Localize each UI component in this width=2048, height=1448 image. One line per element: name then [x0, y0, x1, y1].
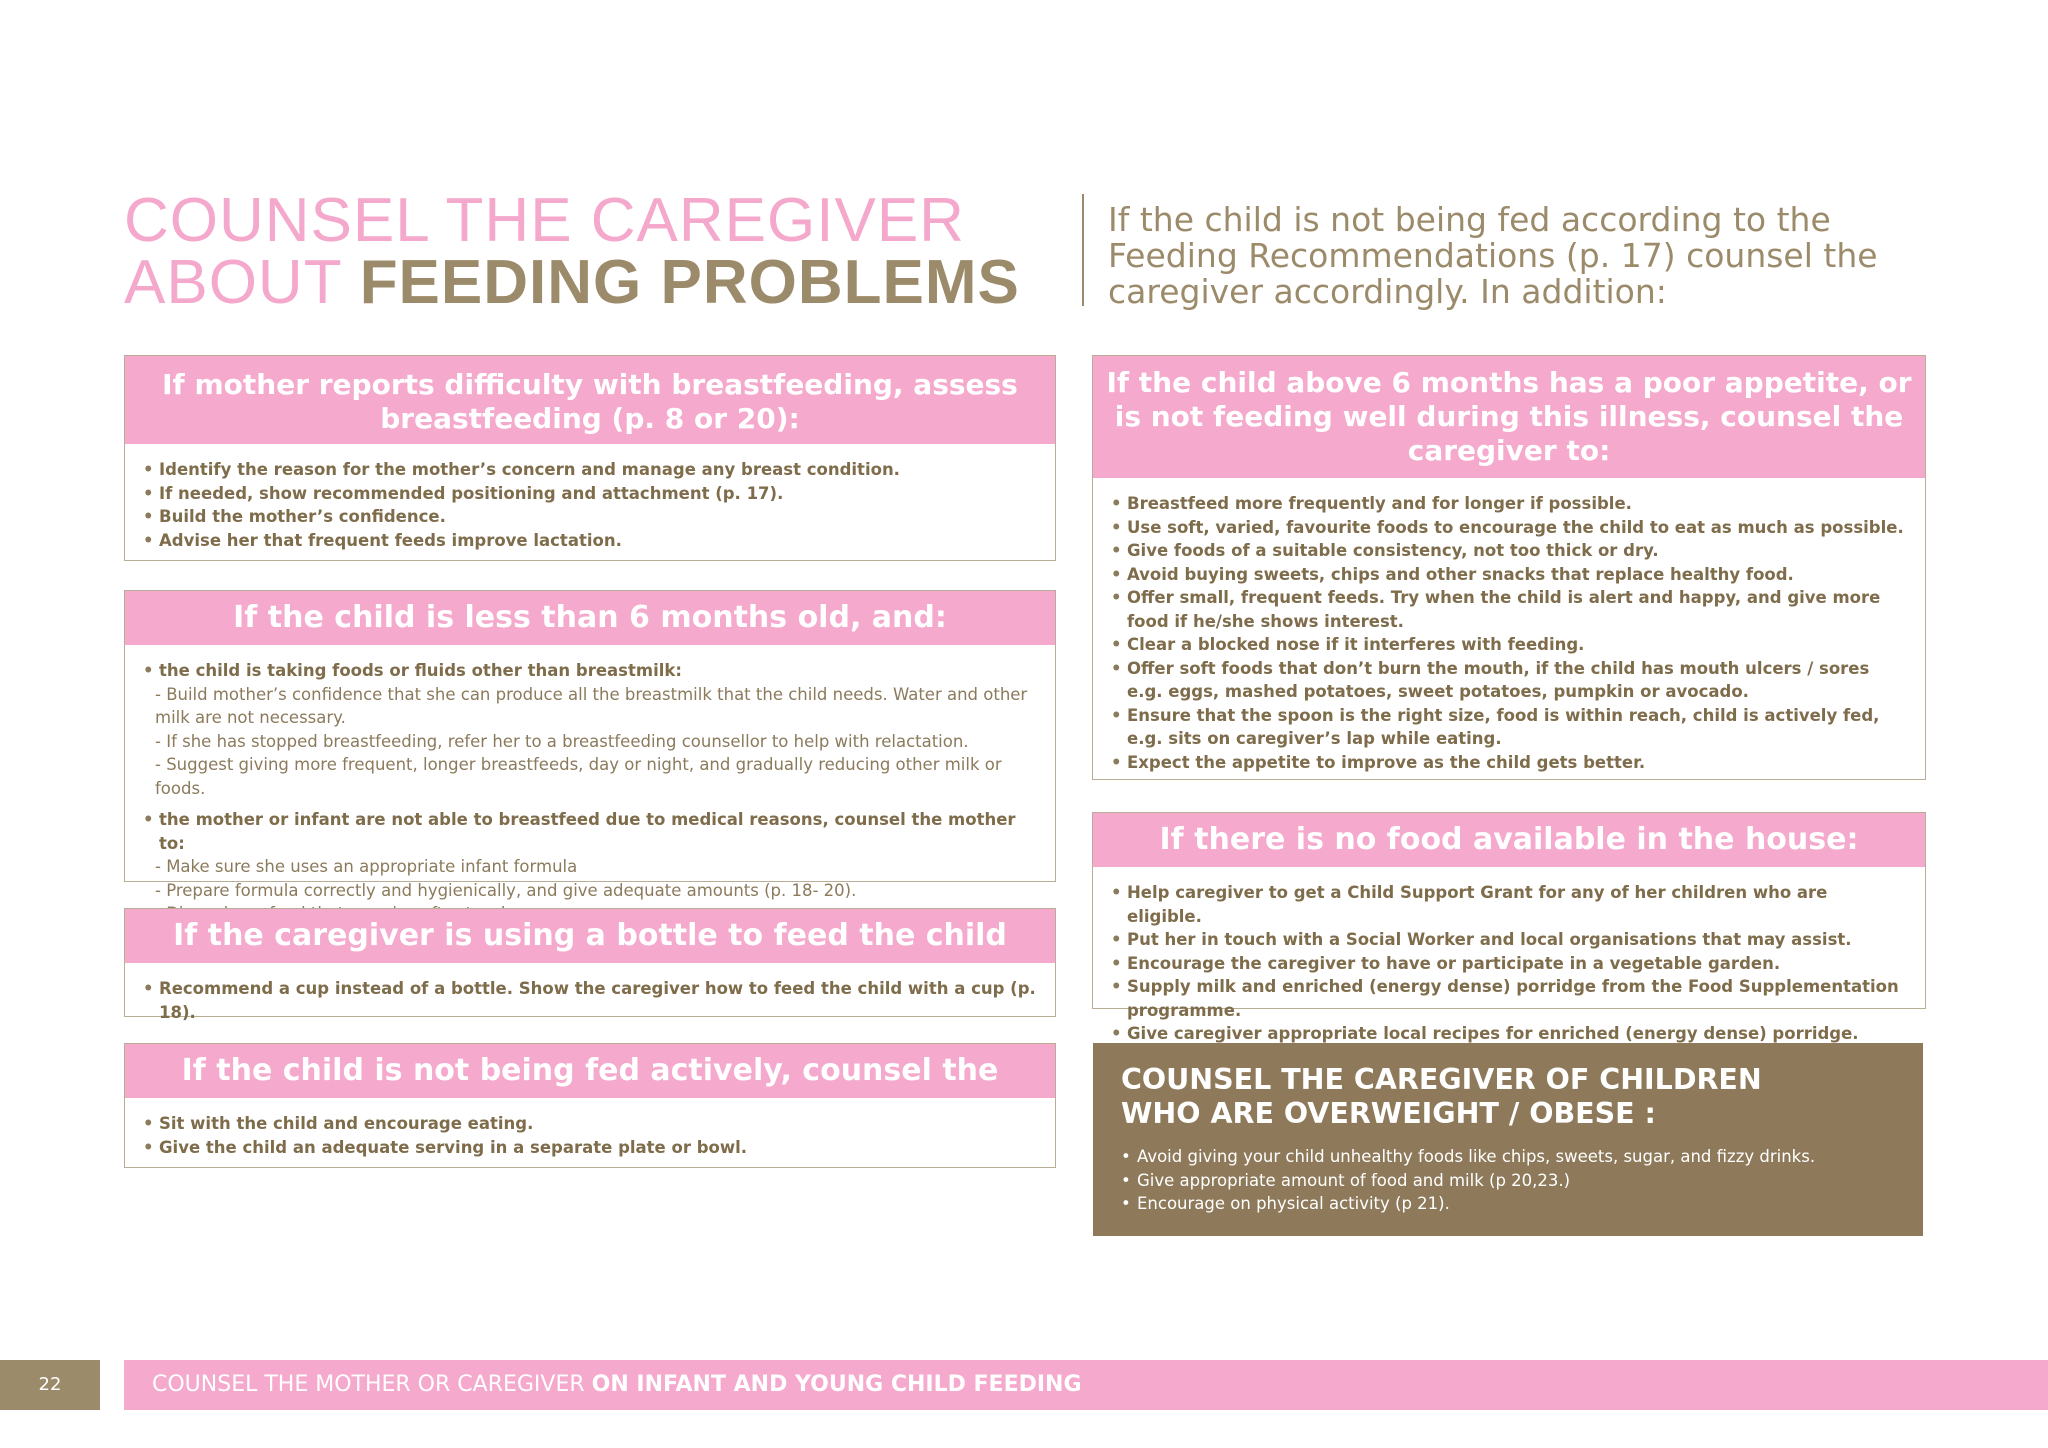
list-item: • Offer small, frequent feeds. Try when the child is alert and happy, and give more food if he/she shows interest. — [1111, 586, 1907, 633]
list-item: • If needed, show recommended positioning and attachment (p. 17). — [143, 482, 1037, 506]
breastfeeding-difficulty-box — [124, 355, 1056, 561]
list-item: • Help caregiver to get a Child Support Grant for any of her children who are eligible. — [1111, 881, 1907, 928]
breastfeeding-difficulty-header: If mother reports difficulty with breastfeeding, assess breastfeeding (p. 8 or 20): — [125, 356, 1055, 444]
list-item: • Give foods of a suitable consistency, not too thick or dry. — [1111, 539, 1907, 563]
list-item: • Build the mother’s confidence. — [143, 505, 1037, 529]
sub-item: - Suggest giving more frequent, longer breastfeeds, day or night, and gradually reducing other milk or foods. — [155, 755, 1002, 798]
sub-item: - Make sure she uses an appropriate infant formula — [155, 857, 578, 876]
overweight-title — [1121, 1063, 1895, 1131]
no-food-body — [1093, 867, 1925, 1056]
under-six-months-box — [124, 590, 1056, 900]
list-item: • Expect the appetite to improve as the child gets better. — [1111, 751, 1907, 775]
list-item: • Avoid buying sweets, chips and other snacks that replace healthy food. — [1111, 563, 1907, 587]
list-item: • Give appropriate amount of food and milk (p 20,23.) — [1121, 1169, 1895, 1193]
bottle-feeding-header: If the caregiver is using a bottle to feed the child — [125, 909, 1055, 963]
list-item: • Identify the reason for the mother’s concern and manage any breast condition. — [143, 458, 1037, 482]
list-item: • Avoid giving your child unhealthy foods like chips, sweets, sugar, and fizzy drinks. — [1121, 1145, 1895, 1169]
overweight-title-line2: WHO ARE OVERWEIGHT / OBESE : — [1121, 1097, 1656, 1130]
list-item: • Use soft, varied, favourite foods to encourage the child to eat as much as possible. — [1111, 516, 1907, 540]
list-item: • Encourage the caregiver to have or participate in a vegetable garden. — [1111, 952, 1907, 976]
footer-text-bold: ON INFANT AND YOUNG CHILD FEEDING — [591, 1372, 1082, 1397]
list-item: • Clear a blocked nose if it interferes with feeding. — [1111, 633, 1907, 657]
group-title: • the child is taking foods or fluids other than breastmilk: — [143, 659, 1037, 683]
poor-appetite-box — [1092, 355, 1926, 780]
bottle-feeding-box — [124, 908, 1056, 1022]
list-item: • Give caregiver appropriate local recipes for enriched (energy dense) porridge. — [1111, 1022, 1907, 1046]
page-title — [124, 186, 1020, 317]
list-item: • Offer soft foods that don’t burn the mouth, if the child has mouth ulcers / sores e.g. eggs, mashed potatoes, sweet potatoes, pumpkin or avocado. — [1111, 657, 1907, 704]
page-number: 22 — [0, 1360, 100, 1410]
under-six-months-body — [125, 645, 1055, 936]
sub-item: - Build mother’s confidence that she can produce all the breastmilk that the child needs. Water and other milk are not necessary. — [155, 684, 1028, 727]
sub-item: - Prepare formula correctly and hygienically, and give adequate amounts (p. 18- 20). — [155, 880, 857, 900]
no-food-header: If there is no food available in the house: — [1093, 813, 1925, 867]
list-item: • Give the child an adequate serving in a separate plate or bowl. — [143, 1136, 1037, 1160]
no-food-box — [1092, 812, 1926, 1043]
footer-banner — [124, 1360, 2048, 1410]
poor-appetite-body — [1093, 478, 1925, 784]
list-item: • Ensure that the spoon is the right size, food is within reach, child is actively fed, e.g. sits on caregiver’s lap while eating. — [1111, 704, 1907, 751]
bottle-feeding-body — [125, 963, 1055, 1034]
list-item: • Breastfeed more frequently and for longer if possible. — [1111, 492, 1907, 516]
vertical-divider — [1082, 194, 1084, 306]
title-line1: COUNSEL THE CAREGIVER — [124, 186, 965, 255]
list-item: • Sit with the child and encourage eating. — [143, 1112, 1037, 1136]
not-fed-actively-header: If the child is not being fed actively, counsel the caregiver to: — [125, 1044, 1055, 1098]
overweight-box — [1093, 1043, 1923, 1236]
under-six-months-header: If the child is less than 6 months old, and: — [125, 591, 1055, 645]
breastfeeding-difficulty-body — [125, 444, 1055, 562]
intro-text: If the child is not being fed according to the Feeding Recommendations (p. 17) counsel the caregiver accordingly. In addition: — [1108, 200, 1878, 311]
sub-item: - If she has stopped breastfeeding, refer her to a breastfeeding counsellor to help with relactation. — [155, 731, 969, 751]
list-item: • Advise her that frequent feeds improve lactation. — [143, 529, 1037, 553]
not-fed-actively-box — [124, 1043, 1056, 1168]
list-item: • Supply milk and enriched (energy dense) porridge from the Food Supplementation programme. — [1111, 975, 1907, 1022]
list-item: • Encourage on physical activity (p 21). — [1121, 1192, 1895, 1216]
group-title: • the mother or infant are not able to breastfeed due to medical reasons, counsel the mother to: — [143, 808, 1037, 855]
list-item: • Recommend a cup instead of a bottle. Show the caregiver how to feed the child with a cup (p. 18). — [143, 977, 1037, 1024]
poor-appetite-header: If the child above 6 months has a poor appetite, or is not feeding well during this illness, counsel the caregiver to: — [1093, 356, 1925, 478]
footer-text-light: COUNSEL THE MOTHER OR CAREGIVER — [152, 1372, 592, 1397]
overweight-title-line1: COUNSEL THE CAREGIVER OF CHILDREN — [1121, 1063, 1762, 1096]
title-line2-bold: FEEDING PROBLEMS — [359, 248, 1020, 317]
list-item: • Put her in touch with a Social Worker and local organisations that may assist. — [1111, 928, 1907, 952]
title-line2-light: ABOUT — [124, 248, 360, 317]
